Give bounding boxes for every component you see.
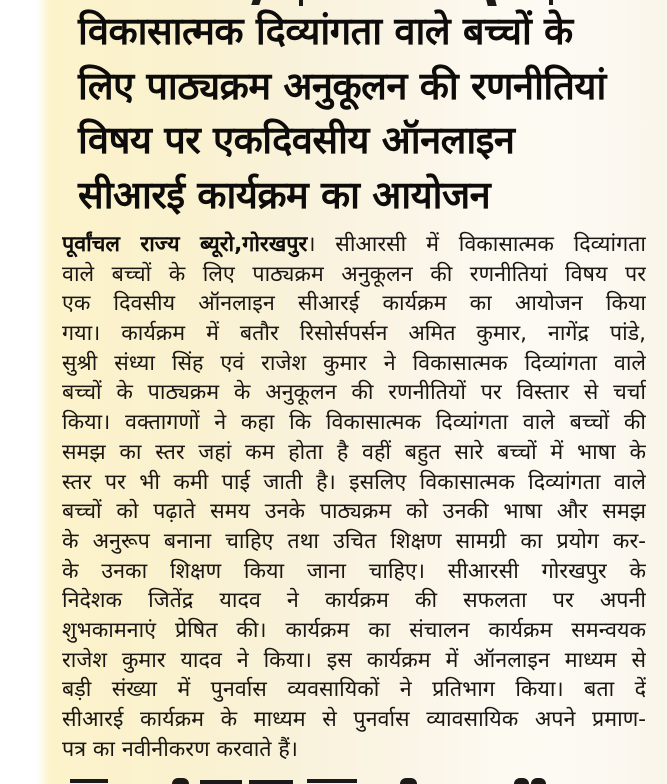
body-line: बड़ी संख्या में पुनर्वास व्यवसायिकों ने प्रतिभाग किया। बता दें — [62, 677, 646, 703]
cut-text-artifact — [172, 778, 189, 784]
headline-line-4: सीआरई कार्यक्रम का आयोजन — [78, 172, 491, 217]
cut-text-artifact — [400, 778, 417, 784]
cut-text-artifact — [307, 779, 357, 783]
dateline: पूर्वांचल राज्य ब्यूरो,गोरखपुर — [62, 232, 308, 257]
body-line: स्तर पर भी कमी पाई जाती है। इसलिए विकासात्मक दिव्यांगता वाले — [62, 469, 646, 495]
body-text: । सीआरसी में विकासात्मक दिव्यांगता — [307, 232, 646, 257]
body-line: सीआरई कार्यक्रम के माध्यम से पुनर्वास व्यावसायिक अपने प्रमाण- — [62, 707, 646, 732]
body-line: सुश्री संध्या सिंह एवं राजेश कुमार ने विकासात्मक दिव्यांगता वाले — [62, 350, 646, 376]
body-line: राजेश कुमार यादव ने किया। इस कार्यक्रम में ऑनलाइन माध्यम से — [62, 647, 646, 673]
body-line: बच्चों को पढ़ाते समय उनके पाठ्यक्रम को उनकी भाषा और समझ — [62, 499, 646, 525]
body-line — [62, 230, 646, 260]
body-line: के अनुरूप बनाना चाहिए तथा उचित शिक्षण सामग्री का प्रयोग कर- — [62, 528, 646, 554]
body-line: शुभकामनाएं प्रेषित की। कार्यक्रम का संचालन कार्यक्रम समन्वयक — [62, 617, 646, 643]
headline-line-3: विषय पर एकदिवसीय ऑनलाइन — [78, 118, 515, 162]
headline-line-2: लिए पाठ्यक्रम अनुकूलन की रणनीतियां — [78, 63, 606, 108]
body-line: समझ का स्तर जहां कम होता है वहीं बहुत सारे बच्चों में भाषा के — [62, 439, 646, 465]
body-line: वाले बच्चों के लिए पाठ्यक्रम अनुकूलन की रणनीतियां विषय पर — [62, 261, 646, 287]
body-line: बच्चों के पाठ्यक्रम के अनुकूलन की रणनीतियों पर विस्तार से चर्चा — [62, 380, 646, 406]
cut-text-artifact — [200, 780, 242, 784]
body-line: पत्र का नवीनीकरण करवाते हैं। — [62, 736, 298, 762]
body-line: एक दिवसीय ऑनलाइन सीआरई कार्यक्रम का आयोजन किया — [62, 291, 646, 317]
body-line: गया। कार्यक्रम में बतौर रिसोर्सपर्सन अमित कुमार, नागेंद्र पांडे, — [62, 321, 646, 347]
article-body — [62, 230, 646, 764]
body-line: किया। वक्तागणों ने कहा कि विकासात्मक दिव्यांगता वाले बच्चों की — [62, 410, 646, 436]
body-line: के उनका शिक्षण किया जाना चाहिए। सीआरसी गोरखपुर के — [62, 558, 646, 584]
headline-line-1: विकासात्मक दिव्यांगता वाले बच्चों के — [78, 9, 573, 53]
cut-text-artifact — [70, 779, 108, 783]
cut-text-artifact — [249, 780, 293, 784]
article-headline — [78, 4, 652, 222]
body-line: निदेशक जितेंद्र यादव ने कार्यक्रम की सफलता पर अपनी — [62, 588, 646, 614]
cut-text-artifact — [514, 778, 529, 784]
cut-text-artifact — [531, 778, 546, 784]
